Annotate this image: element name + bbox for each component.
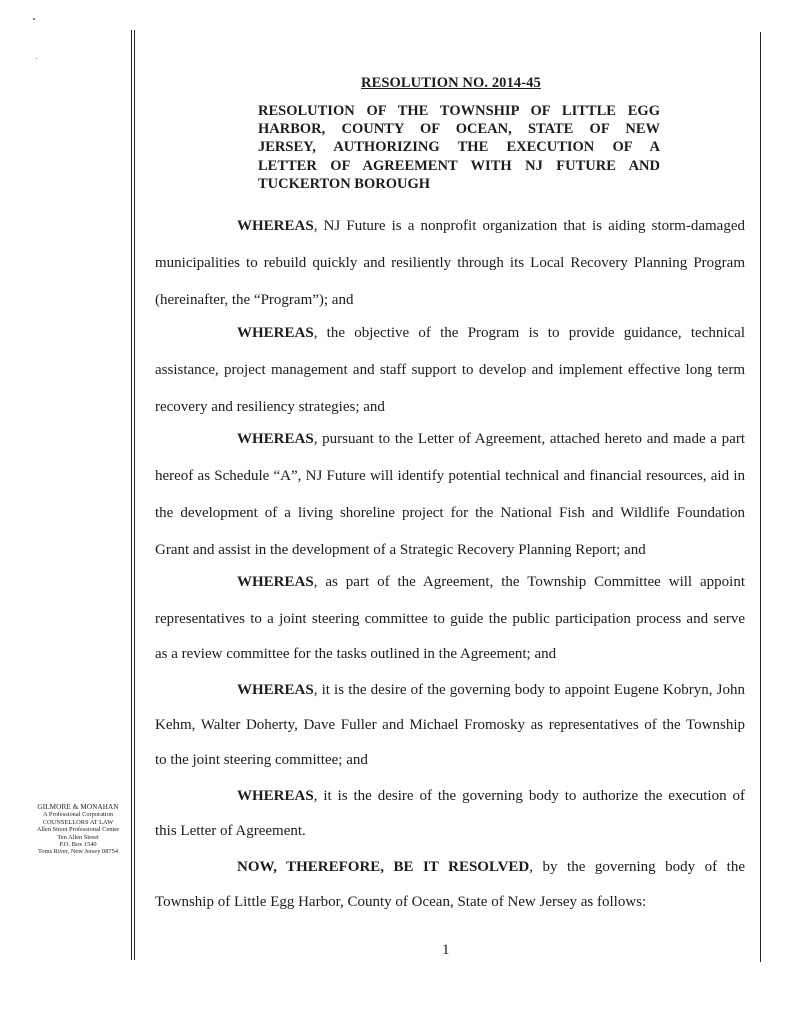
paragraph-line: WHEREAS, as part of the Agreement, the Township Committee will appoint [237, 574, 745, 590]
subtitle-line: LETTER OF AGREEMENT WITH NJ FUTURE AND [258, 157, 660, 174]
resolution-title: RESOLUTION NO. 2014-45 [361, 75, 541, 91]
paragraph-line: WHEREAS, pursuant to the Letter of Agreement, attached hereto and made a part [237, 431, 745, 447]
paragraph-line: Grant and assist in the development of a Strategic Recovery Planning Report; and [155, 542, 646, 558]
right-margin-rule [760, 32, 761, 962]
left-margin-rule-inner [134, 30, 135, 960]
subtitle-line: JERSEY, AUTHORIZING THE EXECUTION OF A [258, 139, 660, 156]
law-firm-block [26, 804, 130, 856]
paragraph-line: municipalities to rebuild quickly and resiliently through its Local Recovery Planning Program [155, 255, 745, 271]
whereas-label: WHEREAS [237, 218, 314, 234]
paragraph-line: WHEREAS, it is the desire of the governing body to authorize the execution of [237, 788, 745, 804]
paragraph-line: WHEREAS, it is the desire of the governing body to appoint Eugene Kobryn, John [237, 682, 745, 698]
whereas-label: WHEREAS [237, 682, 314, 698]
left-margin-rule [131, 30, 132, 960]
subtitle-line: RESOLUTION OF THE TOWNSHIP OF LITTLE EGG [258, 103, 660, 119]
paragraph-line: as a review committee for the tasks outlined in the Agreement; and [155, 646, 557, 662]
resolution-subtitle [258, 102, 660, 193]
paragraph-line: this Letter of Agreement. [155, 823, 306, 839]
subtitle-line: TUCKERTON BOROUGH [258, 175, 431, 192]
resolved-label: NOW, THEREFORE, BE IT RESOLVED [237, 859, 530, 875]
paragraph-line: (hereinafter, the “Program”); and [155, 292, 354, 308]
whereas-label: WHEREAS [237, 788, 314, 804]
firm-line: Allen Street Professional Center [36, 826, 120, 834]
paragraph-line: the development of a living shoreline project for the National Fish and Wildlife Foundation [155, 505, 745, 521]
paragraph-line: Kehm, Walter Doherty, Dave Fuller and Michael Fromosky as representatives of the Township [155, 717, 745, 733]
firm-line: COUNSELLORS AT LAW [42, 818, 114, 826]
page-number: 1 [442, 942, 450, 958]
paragraph-line: NOW, THEREFORE, BE IT RESOLVED, by the governing body of the [237, 859, 746, 875]
whereas-label: WHEREAS [237, 431, 314, 447]
paragraph-line: hereof as Schedule “A”, NJ Future will identify potential technical and financial resources, aid in [155, 468, 745, 484]
paragraph-line: to the joint steering committee; and [155, 752, 368, 768]
whereas-label: WHEREAS [237, 574, 314, 590]
firm-line: P.O. Box 1540 [59, 841, 97, 849]
firm-line: A Professional Corporation [43, 811, 113, 819]
whereas-label: WHEREAS [237, 325, 314, 341]
firm-line: Toms River, New Jersey 08754 [37, 848, 119, 856]
paragraph-line: assistance, project management and staff support to develop and implement effective long term [155, 362, 745, 378]
scan-speck [36, 58, 37, 59]
paragraph-line: representatives to a joint steering committee to guide the public participation process and serve [155, 611, 745, 627]
scan-speck [33, 18, 35, 20]
paragraph-line: recovery and resiliency strategies; and [155, 399, 385, 415]
paragraph-line: Township of Little Egg Harbor, County of Ocean, State of New Jersey as follows: [155, 894, 647, 910]
subtitle-line: HARBOR, COUNTY OF OCEAN, STATE OF NEW [258, 121, 660, 138]
paragraph-line: WHEREAS, NJ Future is a nonprofit organization that is aiding storm-damaged [237, 218, 745, 234]
paragraph-line: WHEREAS, the objective of the Program is to provide guidance, technical [237, 325, 745, 341]
firm-name: GILMORE & MONAHAN [37, 803, 119, 811]
firm-line: Ten Allen Street [57, 833, 99, 841]
